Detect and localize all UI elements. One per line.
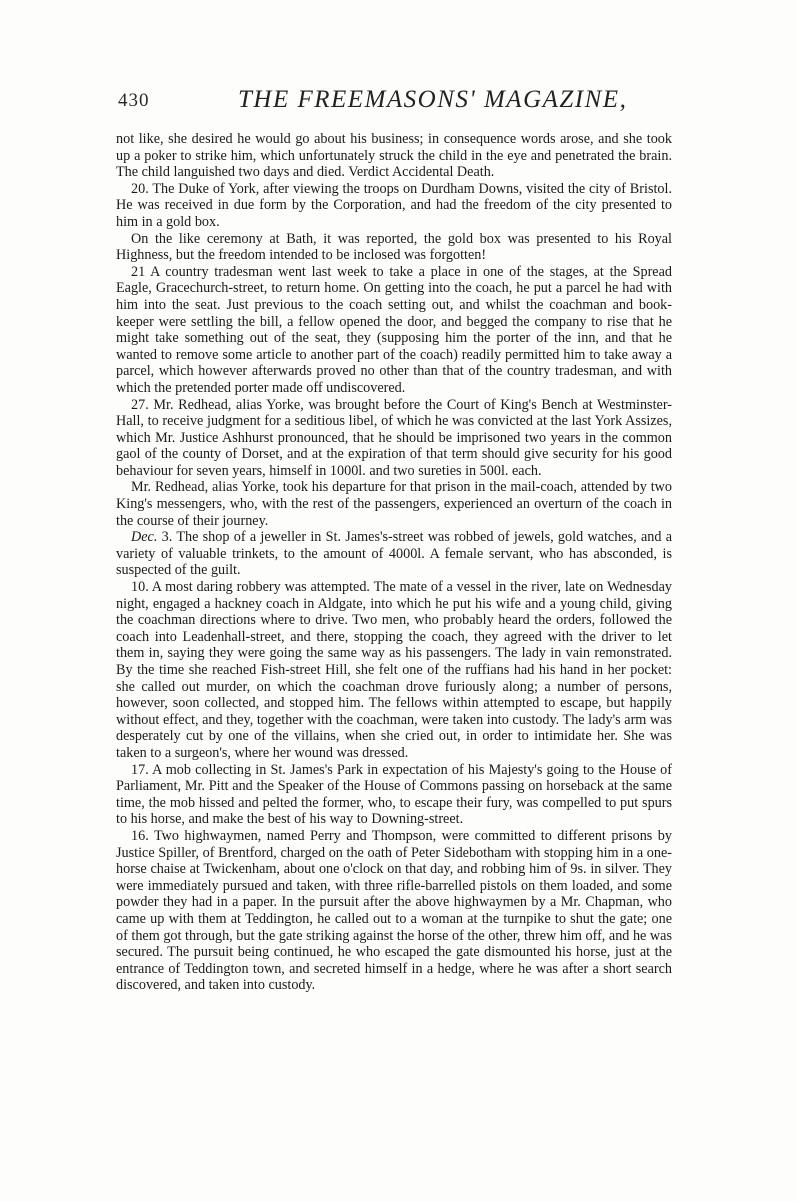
paragraph: Dec. 3. The shop of a jeweller in St. James's-street was robbed of jewels, gold watches, and a variety of valuable trinkets, to the amount of 4000l. A female servant, who has absconded, is suspected of the guilt.: [116, 529, 672, 579]
page-header: [118, 86, 670, 122]
paragraph: 20. The Duke of York, after viewing the troops on Durdham Downs, visited the city of Bristol. He was received in due form by the Corporation, and had the freedom of the city presented to him in a gold box.: [116, 180, 672, 230]
paragraph: 17. A mob collecting in St. James's Park in expectation of his Majesty's going to the House of Parliament, Mr. Pitt and the Speaker of the House of Commons passing on horseback at the same time, the mob hissed and pelted the former, who, to escape their fury, was compelled to put spurs to his horse, and make the best of his way to Downing-street.: [116, 761, 672, 828]
paragraph: not like, she desired he would go about his business; in consequence words arose, and she took up a poker to strike him, which unfortunately struck the child in the eye and penetrated the brain. The child languished two days and died. Verdict Accidental Death.: [116, 131, 672, 181]
article-body: [116, 131, 672, 994]
paragraph: 21 A country tradesman went last week to take a place in one of the stages, at the Spread Eagle, Gracechurch-street, to return home. On getting into the coach, he put a parcel he had with him into the seat. Just previous to the coach setting out, and whilst the coachman and book-keeper were settling the bill, a fellow opened the door, and begged the company to rise that he might take something out of the seat, they (supposing him the porter of the inn, and that he wanted to remove some article to another part of the coach) readily permitted him to take away a parcel, which however afterwards proved no other than that of the country tradesman, and with which the pretended porter made off undiscovered.: [116, 263, 672, 396]
running-title: THE FREEMASONS' MAGAZINE,: [238, 86, 628, 113]
paragraph: 16. Two highwaymen, named Perry and Thompson, were committed to different prisons by Justice Spiller, of Brentford, charged on the oath of Peter Sidebotham with stopping him in a one-horse chaise at Twickenham, about one o'clock on that day, and robbing him of 9s. in silver. They were immediately pursued and taken, with three rifle-barrelled pistols on them loaded, and some powder they had in a paper. In the pursuit after the above highwaymen by a Mr. Chapman, who came up with them at Teddington, he called out to a woman at the turnpike to shut the gate; one of them got through, but the gate striking against the horse of the other, threw him off, and he was secured. The pursuit being continued, he who escaped the gate dismounted his horse, just at the entrance of Teddington town, and secreted himself in a hedge, where he was after a short search discovered, and taken into custody.: [116, 827, 672, 994]
date-lead: Dec.: [131, 529, 158, 546]
paragraph: Mr. Redhead, alias Yorke, took his departure for that prison in the mail-coach, attended by two King's messengers, who, with the rest of the passengers, experienced an overturn of the coach in the course of their journey.: [116, 479, 672, 529]
paragraph: On the like ceremony at Bath, it was reported, the gold box was presented to his Royal Highness, but the freedom intended to be inclosed was forgotten!: [116, 230, 672, 264]
paragraph: 10. A most daring robbery was attempted. The mate of a vessel in the river, late on Wednesday night, engaged a hackney coach in Aldgate, into which he put his wife and a young child, giving the coachman directions where to drive. Two men, who probably heard the orders, followed the coach into Leadenhall-street, and there, stopping the coach, they agreed with the driver to let them in, saying they were going the same way as his passengers. The lady in vain remonstrated. By the time she reached Fish-street Hill, she felt one of the ruffians had his hand in her pocket: she called out murder, on which the coachman drove furiously along; a number of persons, however, soon collected, and stopped him. The fellows within attempted to escape, but happily without effect, and they, together with the coachman, were taken into custody. The lady's arm was desperately cut by one of the villains, when she cried out, in order to intimidate her. She was taken to a surgeon's, where her wound was dressed.: [116, 579, 672, 761]
page-number: 430: [118, 90, 150, 111]
paragraph: 27. Mr. Redhead, alias Yorke, was brought before the Court of King's Bench at Westminster-Hall, to receive judgment for a seditious libel, of which he was convicted at the last York Assizes, which Mr. Justice Ashhurst pronounced, that he should be imprisoned two years in the common gaol of the county of Dorset, and at the expiration of that term should give security for his good behaviour for seven years, himself in 1000l. and two sureties in 500l. each.: [116, 396, 672, 479]
